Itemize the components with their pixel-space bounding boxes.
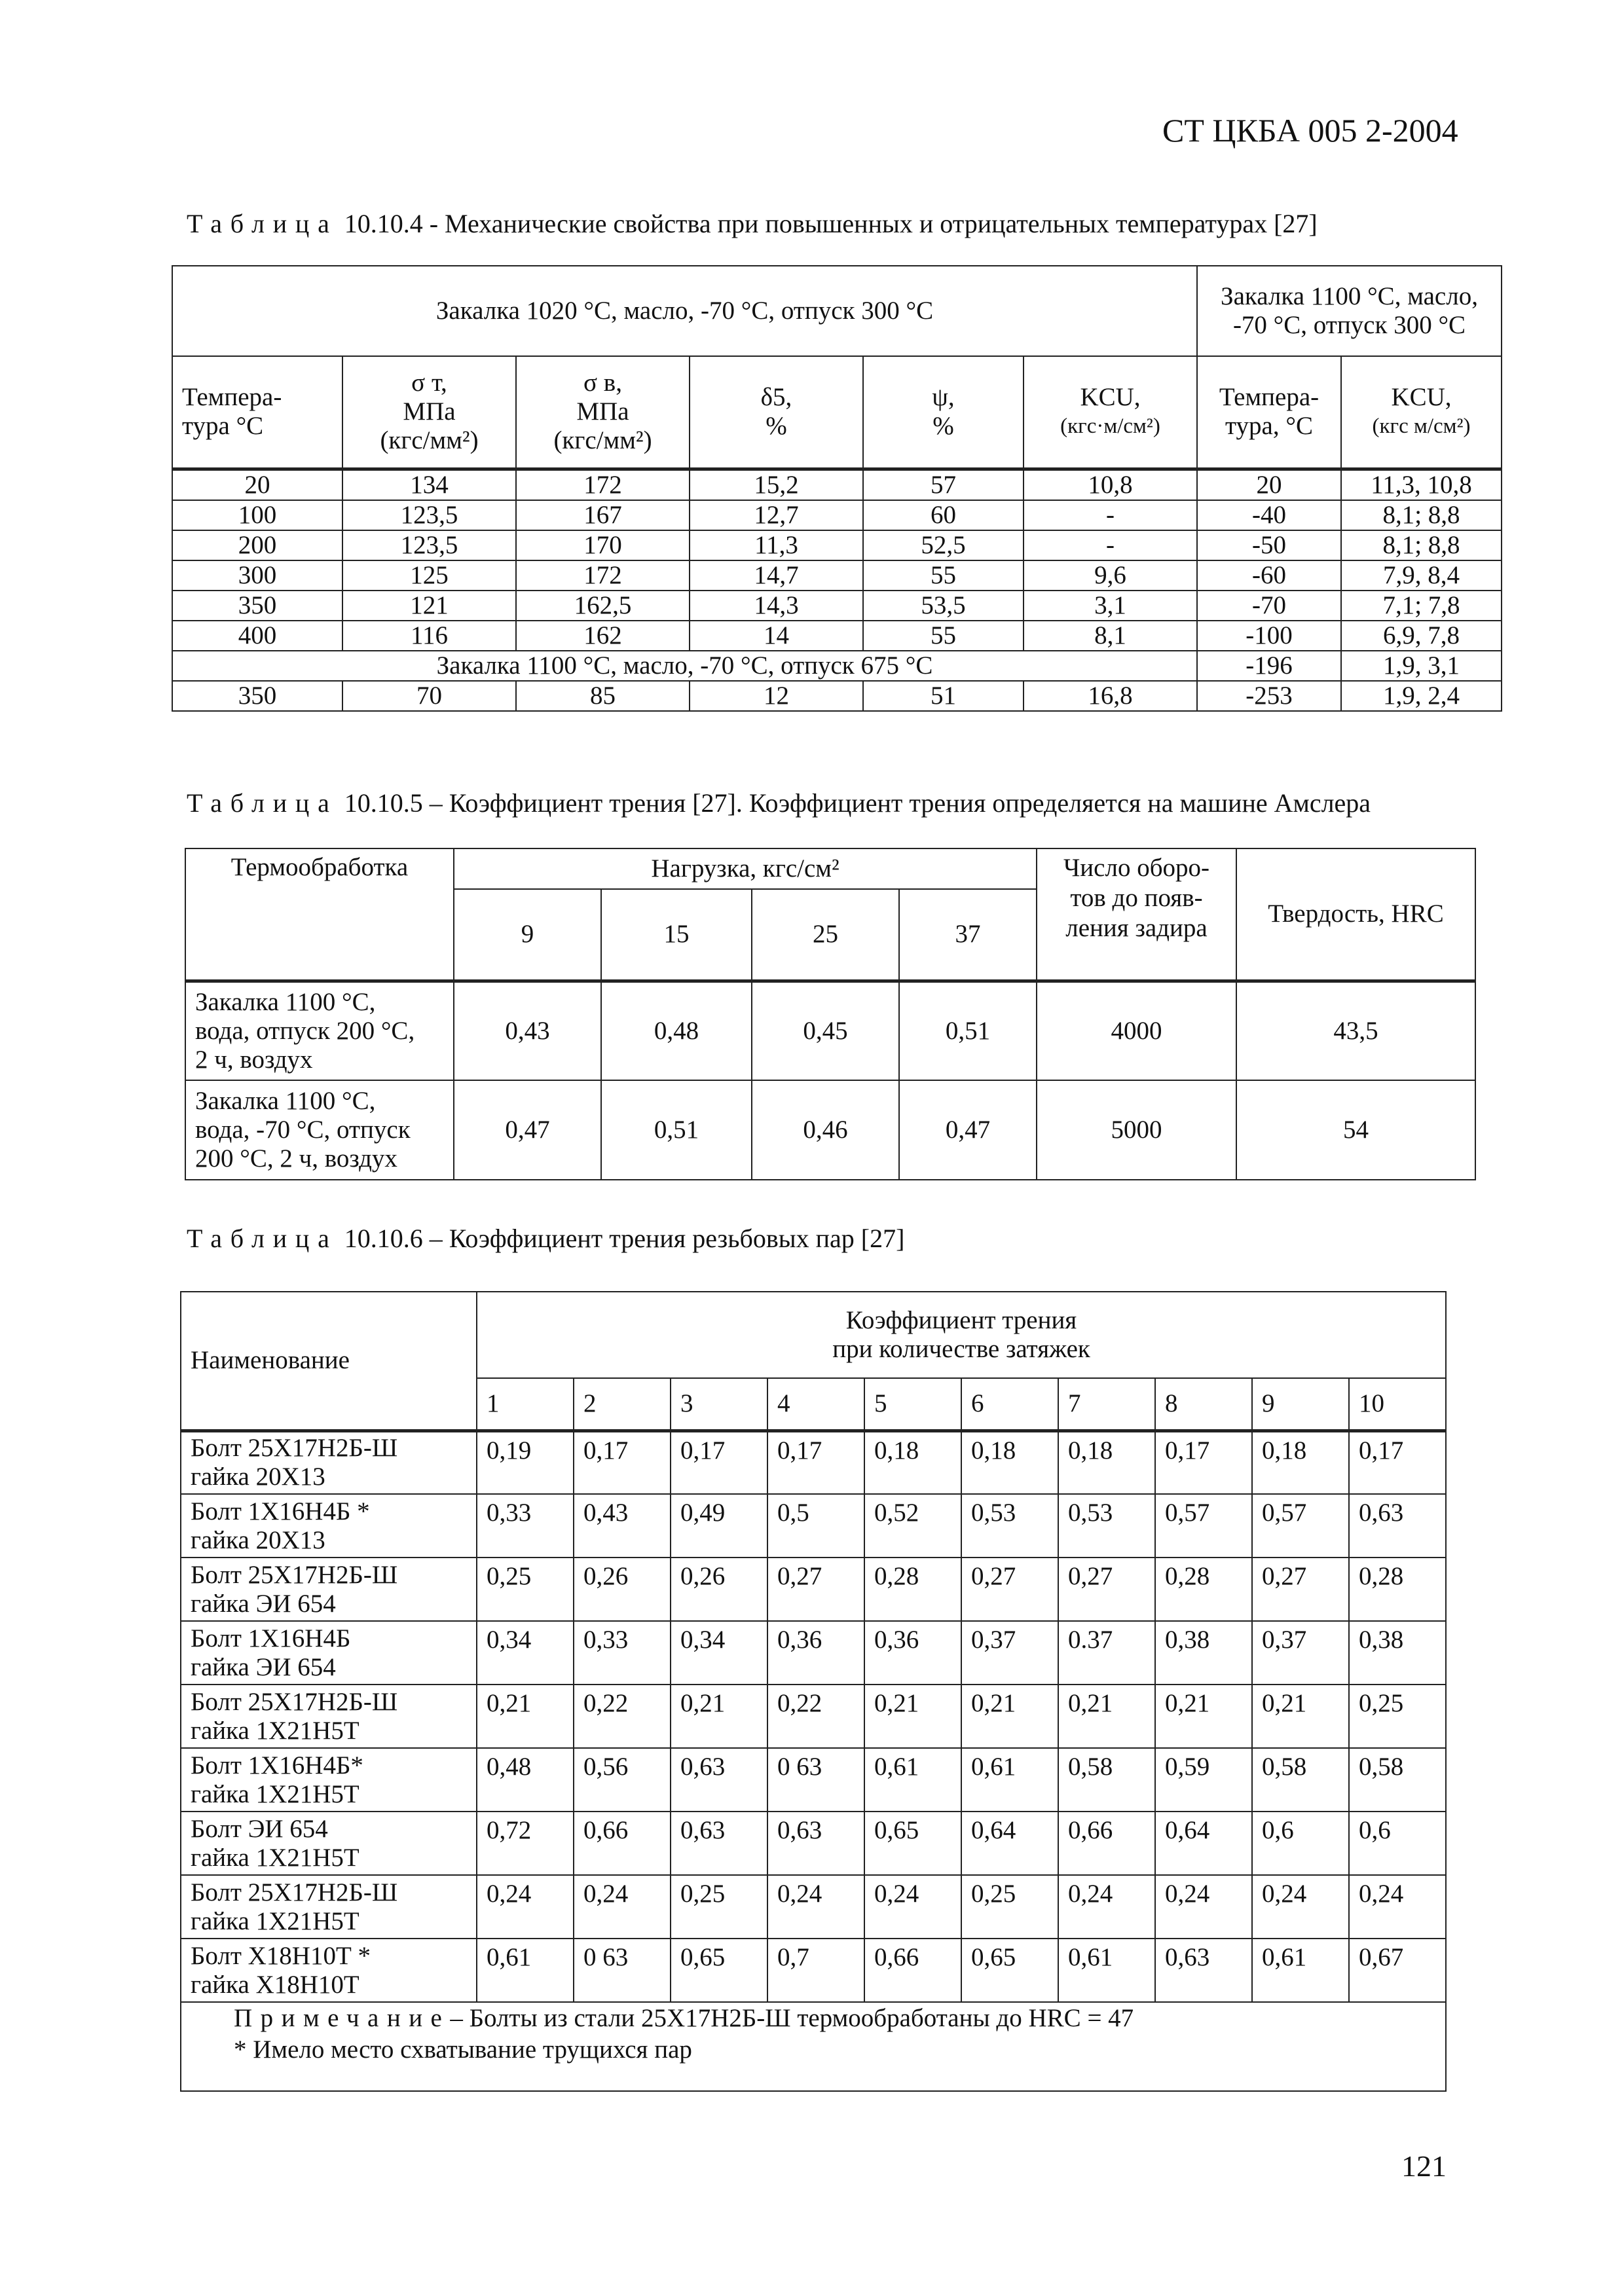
bolt-label: Болт 25Х17Н2Б-Ш (191, 1560, 398, 1589)
nut-label: гайка 20Х13 (191, 1463, 325, 1491)
friction-value: 0,63 (1349, 1494, 1446, 1558)
friction-value: 0,17 (1349, 1430, 1446, 1494)
friction-value: 0,33 (574, 1621, 671, 1685)
friction-value: 0,65 (671, 1939, 767, 2002)
table-row (181, 1875, 1446, 1939)
treatment-line: 200 °С, 2 ч, воздух (195, 1144, 397, 1173)
friction-value: 0,27 (767, 1558, 864, 1621)
table-cell: - (1024, 500, 1197, 530)
bolt-label: Болт 1Х16Н4Б (191, 1624, 351, 1652)
friction-value: 0,66 (574, 1812, 671, 1875)
friction-value: 0,61 (1252, 1939, 1349, 2002)
table-cell: -60 (1197, 560, 1341, 591)
revolutions-value: 4000 (1037, 981, 1236, 1080)
tightening-number: 1 (477, 1378, 574, 1430)
table-thread-friction (180, 1291, 1447, 2092)
table-row (181, 1621, 1446, 1685)
friction-value: 0,63 (671, 1748, 767, 1812)
pair-name (181, 1558, 477, 1621)
nut-label: гайка 1Х21Н5Т (191, 1779, 360, 1808)
friction-value: 0,25 (1349, 1685, 1446, 1748)
friction-value: 0,7 (767, 1939, 864, 2002)
nut-label: гайка ЭИ 654 (191, 1589, 336, 1618)
friction-value: 0,58 (1252, 1748, 1349, 1812)
bolt-label: Болт 1Х16Н4Б * (191, 1497, 370, 1525)
caption-word: Таблица (187, 1224, 338, 1253)
friction-value: 0,48 (477, 1748, 574, 1812)
friction-value: 0,36 (767, 1621, 864, 1685)
tightening-number: 8 (1155, 1378, 1252, 1430)
friction-value: 0,28 (1155, 1558, 1252, 1621)
friction-value: 0,57 (1252, 1494, 1349, 1558)
col-kcu (1024, 356, 1197, 469)
pair-name (181, 1621, 477, 1685)
friction-value: 0,72 (477, 1812, 574, 1875)
col-temperature-line1: Темпера- (182, 383, 282, 412)
table-cell: 15,2 (690, 469, 863, 500)
col-friction-line1: Коэффициент трения (845, 1306, 1077, 1334)
table-cell: -100 (1197, 621, 1341, 651)
friction-value: 0,57 (1155, 1494, 1252, 1558)
tightening-number: 2 (574, 1378, 671, 1430)
friction-value: 0,19 (477, 1430, 574, 1494)
friction-value: 0,47 (454, 1080, 601, 1180)
friction-value: 0,66 (1058, 1812, 1155, 1875)
friction-value: 0,63 (671, 1812, 767, 1875)
table-cell: 134 (342, 469, 516, 500)
load-value: 25 (752, 889, 899, 981)
col-psi-line2: % (932, 412, 954, 441)
friction-value: 0,63 (1155, 1939, 1252, 2002)
friction-value: 0.37 (1058, 1621, 1155, 1685)
friction-value: 0,65 (961, 1939, 1058, 2002)
group-header-right (1197, 266, 1502, 356)
revolutions-value: 5000 (1037, 1080, 1236, 1180)
col-delta5-line1: δ5, (760, 383, 792, 412)
table-cell: 8,1 (1024, 621, 1197, 651)
friction-value: 0,64 (1155, 1812, 1252, 1875)
pair-name (181, 1430, 477, 1494)
table-row (172, 500, 1502, 530)
treatment-cell (185, 1080, 454, 1180)
friction-value: 0,24 (1058, 1875, 1155, 1939)
table-cell: 167 (516, 500, 690, 530)
col-kcu-2-line2: (кгс м/см²) (1372, 414, 1471, 439)
table-cell: 85 (516, 681, 690, 711)
friction-value: 0,17 (767, 1430, 864, 1494)
table-row (185, 981, 1475, 1080)
friction-value: 0,58 (1349, 1748, 1446, 1812)
sub-header-treatment: Закалка 1100 °С, масло, -70 °С, отпуск 675 °С (172, 651, 1197, 681)
friction-value: 0,56 (574, 1748, 671, 1812)
tightening-number: 4 (767, 1378, 864, 1430)
nut-label: гайка ЭИ 654 (191, 1652, 336, 1681)
table-cell: 162 (516, 621, 690, 651)
friction-value: 0,43 (574, 1494, 671, 1558)
friction-value: 0,28 (864, 1558, 961, 1621)
table-cell: 172 (516, 469, 690, 500)
table-cell: 14 (690, 621, 863, 651)
friction-value: 0,27 (961, 1558, 1058, 1621)
table-cell: 100 (172, 500, 342, 530)
table-row (181, 1939, 1446, 2002)
col-revolutions-line3: ления задира (1065, 914, 1208, 942)
friction-value: 0,37 (1252, 1621, 1349, 1685)
friction-value: 0,47 (899, 1080, 1037, 1180)
hardness-value: 54 (1236, 1080, 1475, 1180)
caption-text: 10.10.5 – Коэффициент трения [27]. Коэффициент трения определяется на машине Амслера (344, 788, 1371, 818)
col-kcu-line1: KCU, (1080, 383, 1141, 412)
table-cell: 8,1; 8,8 (1341, 500, 1502, 530)
table-cell: 53,5 (863, 591, 1024, 621)
treatment-cell (185, 981, 454, 1080)
note-text: – Болты из стали 25Х17Н2Б-Ш термообработаны до HRC = 47 (450, 2004, 1134, 2032)
table-cell: -253 (1197, 681, 1341, 711)
table-cell: 20 (1197, 469, 1341, 500)
col-friction-line2: при количестве затяжек (832, 1335, 1090, 1363)
table-cell: 55 (863, 560, 1024, 591)
col-temperature (172, 356, 342, 469)
note-asterisk: * Имело место схватывание трущихся пар (234, 2035, 692, 2064)
friction-value: 0,17 (574, 1430, 671, 1494)
group-right-line2: -70 °С, отпуск 300 °С (1232, 311, 1466, 339)
friction-value: 0,22 (574, 1685, 671, 1748)
nut-label: гайка 20Х13 (191, 1525, 325, 1554)
pair-name (181, 1685, 477, 1748)
friction-value: 0,24 (1252, 1875, 1349, 1939)
table-cell: 123,5 (342, 500, 516, 530)
table1-caption (187, 208, 1318, 239)
friction-value: 0,58 (1058, 1748, 1155, 1812)
table-cell: 123,5 (342, 530, 516, 560)
friction-value: 0,61 (961, 1748, 1058, 1812)
table-cell: -70 (1197, 591, 1341, 621)
table-cell: -40 (1197, 500, 1341, 530)
table-row (185, 1080, 1475, 1180)
load-value: 9 (454, 889, 601, 981)
col-sigma-v (516, 356, 690, 469)
table-row (172, 560, 1502, 591)
friction-value: 0,25 (477, 1558, 574, 1621)
table-cell: 162,5 (516, 591, 690, 621)
table-friction-coefficient (185, 848, 1476, 1180)
table-cell: 51 (863, 681, 1024, 711)
table-cell: 52,5 (863, 530, 1024, 560)
friction-value: 0,17 (1155, 1430, 1252, 1494)
col-sigma-v-line2: МПа (576, 397, 629, 426)
table-row (172, 681, 1502, 711)
friction-value: 0,36 (864, 1621, 961, 1685)
col-temperature-2-line1: Темпера- (1219, 383, 1320, 412)
table-cell: 116 (342, 621, 516, 651)
bolt-label: Болт 25Х17Н2Б-Ш (191, 1434, 398, 1463)
table-cell: -196 (1197, 651, 1341, 681)
friction-value: 0,21 (1252, 1685, 1349, 1748)
table-mechanical-properties (172, 265, 1502, 712)
tightening-number: 3 (671, 1378, 767, 1430)
pair-name (181, 1812, 477, 1875)
friction-value: 0,21 (864, 1685, 961, 1748)
pair-name (181, 1939, 477, 2002)
friction-value: 0,24 (767, 1875, 864, 1939)
table-cell: 7,1; 7,8 (1341, 591, 1502, 621)
col-revolutions-line2: тов до появ- (1070, 884, 1203, 912)
friction-value: 0,59 (1155, 1748, 1252, 1812)
tightening-number: 10 (1349, 1378, 1446, 1430)
table-cell: 350 (172, 681, 342, 711)
friction-value: 0,34 (477, 1621, 574, 1685)
col-revolutions-line1: Число оборо- (1063, 854, 1210, 882)
caption-word: Таблица (187, 209, 338, 238)
friction-value: 0,24 (864, 1875, 961, 1939)
table-cell: 14,3 (690, 591, 863, 621)
col-temperature-2 (1197, 356, 1341, 469)
treatment-line: вода, отпуск 200 °С, (195, 1016, 415, 1045)
table-row (181, 1430, 1446, 1494)
friction-value: 0,43 (454, 981, 601, 1080)
col-sigma-v-line1: σ в, (583, 369, 622, 397)
col-kcu-2 (1341, 356, 1502, 469)
table-cell: 55 (863, 621, 1024, 651)
friction-value: 0,61 (1058, 1939, 1155, 2002)
table-cell: - (1024, 530, 1197, 560)
caption-word: Таблица (187, 788, 338, 818)
treatment-line: вода, -70 °С, отпуск (195, 1116, 411, 1144)
tightening-number: 5 (864, 1378, 961, 1430)
load-value: 37 (899, 889, 1037, 981)
table3-caption (187, 1223, 904, 1254)
table-cell: 9,6 (1024, 560, 1197, 591)
friction-value: 0,18 (1058, 1430, 1155, 1494)
table-cell: 125 (342, 560, 516, 591)
pair-name (181, 1875, 477, 1939)
table-cell: 60 (863, 500, 1024, 530)
table-cell: 400 (172, 621, 342, 651)
friction-value: 0,52 (864, 1494, 961, 1558)
friction-value: 0,21 (671, 1685, 767, 1748)
table-cell: 7,9, 8,4 (1341, 560, 1502, 591)
treatment-line: Закалка 1100 °С, (195, 987, 376, 1016)
table-row (172, 621, 1502, 651)
friction-value: 0,25 (961, 1875, 1058, 1939)
friction-value: 0,18 (864, 1430, 961, 1494)
friction-value: 0,18 (961, 1430, 1058, 1494)
tightening-number: 6 (961, 1378, 1058, 1430)
table-cell: 57 (863, 469, 1024, 500)
friction-value: 0,66 (864, 1939, 961, 2002)
friction-value: 0,48 (601, 981, 752, 1080)
friction-value: 0,64 (961, 1812, 1058, 1875)
col-name: Наименование (181, 1292, 477, 1430)
table-cell: 200 (172, 530, 342, 560)
friction-value: 0,67 (1349, 1939, 1446, 2002)
col-delta5-line2: % (766, 412, 787, 441)
friction-value: 0,24 (1155, 1875, 1252, 1939)
col-revolutions (1037, 848, 1236, 981)
friction-value: 0,24 (1349, 1875, 1446, 1939)
nut-label: гайка 1Х21Н5Т (191, 1906, 360, 1935)
table-cell: 3,1 (1024, 591, 1197, 621)
friction-value: 0,17 (671, 1430, 767, 1494)
table-cell: -50 (1197, 530, 1341, 560)
friction-value: 0,21 (961, 1685, 1058, 1748)
load-value: 15 (601, 889, 752, 981)
friction-value: 0,33 (477, 1494, 574, 1558)
friction-value: 0,65 (864, 1812, 961, 1875)
col-psi (863, 356, 1024, 469)
col-temperature-2-line2: тура, °С (1225, 412, 1313, 441)
table-cell: 11,3 (690, 530, 863, 560)
col-delta5 (690, 356, 863, 469)
friction-value: 0,21 (1155, 1685, 1252, 1748)
friction-value: 0,34 (671, 1621, 767, 1685)
friction-value: 0,18 (1252, 1430, 1349, 1494)
table2-caption (187, 788, 1371, 818)
friction-value: 0,37 (961, 1621, 1058, 1685)
friction-value: 0,26 (574, 1558, 671, 1621)
friction-value: 0,49 (671, 1494, 767, 1558)
column-header-row (172, 356, 1502, 469)
col-hardness: Твердость, HRC (1236, 848, 1475, 981)
table-cell: 12 (690, 681, 863, 711)
table-cell: 1,9, 2,4 (1341, 681, 1502, 711)
friction-value: 0,38 (1155, 1621, 1252, 1685)
col-sigma-t-line1: σ т, (411, 369, 447, 397)
friction-value: 0,53 (961, 1494, 1058, 1558)
nut-label: гайка 1Х21Н5Т (191, 1716, 360, 1745)
friction-value: 0 63 (574, 1939, 671, 2002)
friction-value: 0,21 (477, 1685, 574, 1748)
tightening-number: 9 (1252, 1378, 1349, 1430)
table-note (181, 2002, 1446, 2091)
table-row (181, 1558, 1446, 1621)
bolt-label: Болт 25Х17Н2Б-Ш (191, 1878, 398, 1906)
document-code: СТ ЦКБА 005 2-2004 (1162, 112, 1458, 149)
col-kcu-line2: (кгс·м/см²) (1060, 414, 1160, 439)
table-row (172, 530, 1502, 560)
group-header-left: Закалка 1020 °С, масло, -70 °С, отпуск 300 °С (172, 266, 1197, 356)
table-cell: 172 (516, 560, 690, 591)
table-row (181, 1748, 1446, 1812)
caption-text: 10.10.4 - Механические свойства при повышенных и отрицательных температурах [27] (344, 209, 1318, 238)
friction-value: 0,28 (1349, 1558, 1446, 1621)
table-cell: 170 (516, 530, 690, 560)
col-temperature-line2: тура °С (182, 412, 264, 441)
table-cell: 16,8 (1024, 681, 1197, 711)
hardness-value: 43,5 (1236, 981, 1475, 1080)
note-word: Примечание (234, 2004, 451, 2032)
friction-value: 0,51 (601, 1080, 752, 1180)
friction-value: 0,22 (767, 1685, 864, 1748)
friction-value: 0,6 (1252, 1812, 1349, 1875)
friction-value: 0,6 (1349, 1812, 1446, 1875)
friction-value: 0,46 (752, 1080, 899, 1180)
col-sigma-t (342, 356, 516, 469)
group-right-line1: Закалка 1100 °С, масло, (1221, 282, 1478, 310)
col-load: Нагрузка, кгс/см² (454, 848, 1037, 889)
sub-header-row (172, 651, 1502, 681)
col-sigma-t-line3: (кгс/мм²) (380, 426, 479, 455)
tightening-number: 7 (1058, 1378, 1155, 1430)
friction-value: 0,63 (767, 1812, 864, 1875)
table-cell: 11,3, 10,8 (1341, 469, 1502, 500)
friction-value: 0,45 (752, 981, 899, 1080)
friction-value: 0,61 (477, 1939, 574, 2002)
friction-value: 0,26 (671, 1558, 767, 1621)
friction-value: 0,38 (1349, 1621, 1446, 1685)
table-cell: 8,1; 8,8 (1341, 530, 1502, 560)
friction-value: 0,53 (1058, 1494, 1155, 1558)
table-row (172, 469, 1502, 500)
table-cell: 20 (172, 469, 342, 500)
treatment-line: 2 ч, воздух (195, 1045, 313, 1074)
col-sigma-v-line3: (кгс/мм²) (553, 426, 652, 455)
pair-name (181, 1748, 477, 1812)
friction-value: 0,24 (477, 1875, 574, 1939)
caption-text: 10.10.6 – Коэффициент трения резьбовых пар [27] (344, 1224, 905, 1253)
treatment-line: Закалка 1100 °С, (195, 1087, 376, 1115)
table-cell: 300 (172, 560, 342, 591)
pair-name (181, 1494, 477, 1558)
page-number: 121 (1401, 2149, 1447, 2183)
nut-label: гайка Х18Н10Т (191, 1970, 360, 1999)
table-row (172, 591, 1502, 621)
friction-value: 0,25 (671, 1875, 767, 1939)
table-cell: 10,8 (1024, 469, 1197, 500)
table-cell: 6,9, 7,8 (1341, 621, 1502, 651)
bolt-label: Болт Х18Н10Т * (191, 1941, 371, 1970)
friction-value: 0,21 (1058, 1685, 1155, 1748)
bolt-label: Болт 1Х16Н4Б* (191, 1751, 363, 1779)
col-psi-line1: ψ, (932, 383, 955, 412)
friction-value: 0,61 (864, 1748, 961, 1812)
friction-value: 0,5 (767, 1494, 864, 1558)
friction-value: 0,27 (1252, 1558, 1349, 1621)
col-heat-treatment: Термообработка (185, 848, 454, 981)
table-row (181, 1812, 1446, 1875)
table-row (181, 1685, 1446, 1748)
table-row (181, 1494, 1446, 1558)
table-cell: 70 (342, 681, 516, 711)
table-cell: 14,7 (690, 560, 863, 591)
nut-label: гайка 1Х21Н5Т (191, 1843, 360, 1872)
col-kcu-2-line1: KCU, (1391, 383, 1452, 412)
table-cell: 12,7 (690, 500, 863, 530)
bolt-label: Болт ЭИ 654 (191, 1814, 328, 1843)
table-cell: 1,9, 3,1 (1341, 651, 1502, 681)
bolt-label: Болт 25Х17Н2Б-Ш (191, 1687, 398, 1716)
col-sigma-t-line2: МПа (403, 397, 456, 426)
friction-value: 0 63 (767, 1748, 864, 1812)
table-cell: 121 (342, 591, 516, 621)
friction-value: 0,27 (1058, 1558, 1155, 1621)
col-friction-coefficient (477, 1292, 1446, 1378)
friction-value: 0,24 (574, 1875, 671, 1939)
table-cell: 350 (172, 591, 342, 621)
friction-value: 0,51 (899, 981, 1037, 1080)
